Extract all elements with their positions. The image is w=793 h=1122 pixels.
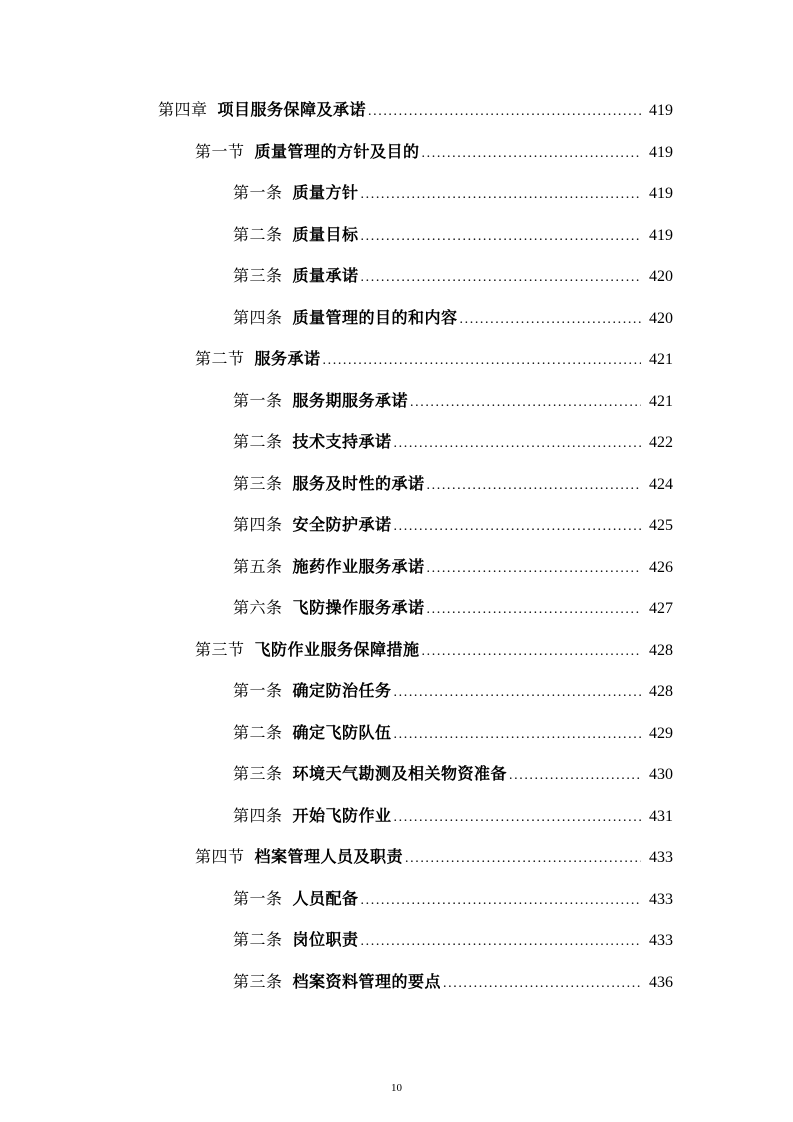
dot-leader [394,797,641,839]
toc-entry-title: 服务期服务承诺 [292,390,409,410]
toc-article[interactable] [0,961,793,1003]
toc-entry-page: 430 [649,766,673,783]
toc-entry-page: 436 [649,973,673,991]
toc-entry-number: 第四节 [195,847,245,866]
dot-leader [427,548,641,590]
toc-entry-number: 第一条 [233,681,283,700]
table-of-contents [0,89,793,1002]
toc-entry-number: 第一条 [233,390,283,410]
toc-article[interactable] [0,587,793,629]
toc-entry-page: 422 [649,434,673,451]
toc-article[interactable] [0,421,793,463]
toc-section[interactable] [0,131,793,173]
toc-section[interactable] [0,836,793,878]
dot-leader [394,506,641,548]
toc-entry-number: 第二条 [233,432,283,451]
toc-section[interactable] [0,338,793,380]
toc-section[interactable] [0,629,793,671]
dot-leader [509,755,641,797]
toc-chapter[interactable] [0,89,793,131]
toc-entry-number: 第二条 [233,722,283,742]
toc-entry-page: 420 [649,268,673,285]
toc-entry-title: 确定飞防队伍 [292,722,392,742]
dot-leader [460,299,641,341]
toc-entry-title: 飞防操作服务承诺 [292,598,425,617]
toc-entry-title: 质量方针 [292,183,359,202]
toc-entry-number: 第五条 [233,556,283,576]
toc-entry-page: 419 [649,143,673,161]
toc-entry-title: 质量目标 [292,224,359,244]
toc-entry-number: 第三节 [195,639,245,659]
toc-entry-page: 421 [649,392,673,410]
toc-entry-page: 426 [649,558,673,576]
dot-leader [443,963,641,1005]
toc-entry-page: 433 [649,932,673,949]
dot-leader [368,91,641,133]
toc-entry-page: 428 [649,641,673,659]
toc-entry-page: 433 [649,849,673,866]
toc-entry-page: 431 [649,807,673,825]
toc-entry-number: 第三条 [233,266,283,285]
toc-entry-page: 425 [649,517,673,534]
toc-article[interactable] [0,546,793,588]
toc-entry-number: 第二条 [233,224,283,244]
dot-leader [394,672,641,714]
toc-article[interactable] [0,172,793,214]
toc-article[interactable] [0,214,793,256]
toc-entry-number: 第一条 [233,888,283,908]
dot-leader [405,838,641,880]
dot-leader [394,423,641,465]
toc-entry-page: 433 [649,890,673,908]
toc-entry-page: 419 [649,102,673,119]
toc-entry-page: 420 [649,309,673,327]
toc-entry-title: 档案管理人员及职责 [254,847,404,866]
toc-entry-page: 429 [649,724,673,742]
dot-leader [361,257,641,299]
dot-leader [422,133,641,175]
toc-entry-title: 服务及时性的承诺 [292,473,425,493]
dot-leader [427,589,641,631]
toc-article[interactable] [0,380,793,422]
toc-entry-page: 427 [649,600,673,617]
toc-entry-number: 第四章 [158,100,208,119]
toc-entry-title: 飞防作业服务保障措施 [254,639,420,659]
toc-entry-title: 服务承诺 [254,349,321,368]
toc-article[interactable] [0,712,793,754]
dot-leader [361,174,641,216]
dot-leader [394,714,641,756]
toc-entry-title: 开始飞防作业 [292,805,392,825]
toc-entry-title: 质量承诺 [292,266,359,285]
toc-entry-number: 第一条 [233,183,283,202]
toc-entry-title: 技术支持承诺 [292,432,392,451]
toc-entry-page: 424 [649,475,673,493]
toc-entry-title: 人员配备 [292,888,359,908]
toc-article[interactable] [0,795,793,837]
toc-entry-number: 第二节 [195,349,245,368]
toc-entry-number: 第四条 [233,515,283,534]
dot-leader [361,921,641,963]
toc-entry-title: 档案资料管理的要点 [292,971,442,991]
page-number: 10 [391,1082,402,1094]
toc-entry-title: 岗位职责 [292,930,359,949]
toc-article[interactable] [0,919,793,961]
toc-entry-title: 施药作业服务承诺 [292,556,425,576]
toc-entry-number: 第三条 [233,971,283,991]
toc-entry-page: 428 [649,683,673,700]
toc-article[interactable] [0,670,793,712]
toc-entry-page: 419 [649,185,673,202]
toc-entry-page: 421 [649,351,673,368]
toc-entry-title: 质量管理的方针及目的 [254,141,420,161]
dot-leader [427,465,641,507]
toc-entry-title: 环境天气勘测及相关物资准备 [292,764,508,783]
toc-entry-number: 第三条 [233,764,283,783]
dot-leader [361,216,641,258]
toc-article[interactable] [0,463,793,505]
toc-article[interactable] [0,504,793,546]
toc-article[interactable] [0,878,793,920]
toc-entry-title: 确定防治任务 [292,681,392,700]
toc-entry-number: 第三条 [233,473,283,493]
dot-leader [361,880,641,922]
toc-entry-title: 安全防护承诺 [292,515,392,534]
toc-entry-number: 第四条 [233,307,283,327]
toc-entry-title: 质量管理的目的和内容 [292,307,458,327]
toc-article[interactable] [0,297,793,339]
toc-entry-number: 第一节 [195,141,245,161]
toc-entry-number: 第二条 [233,930,283,949]
toc-entry-title: 项目服务保障及承诺 [217,100,367,119]
dot-leader [410,382,641,424]
toc-entry-number: 第六条 [233,598,283,617]
toc-article[interactable] [0,753,793,795]
toc-article[interactable] [0,255,793,297]
dot-leader [323,340,641,382]
dot-leader [422,631,641,673]
toc-entry-number: 第四条 [233,805,283,825]
toc-entry-page: 419 [649,226,673,244]
